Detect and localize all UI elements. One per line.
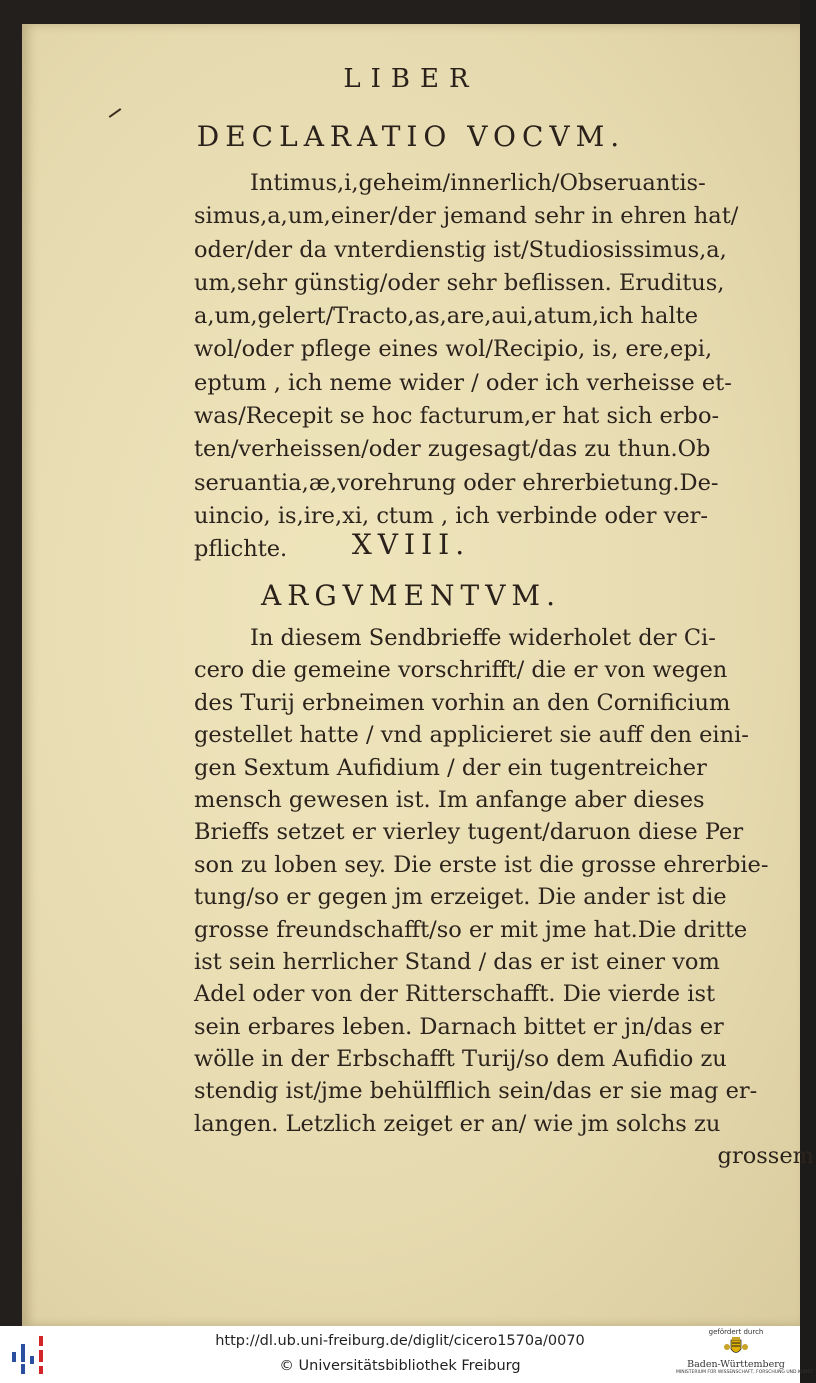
sponsor-caption: gefördert durch xyxy=(708,1328,764,1336)
text-line: mensch gewesen ist. Im anfange aber dieses xyxy=(194,786,705,813)
text-line: langen. Letzlich zeiget er an/ wie jm solchs zu xyxy=(194,1110,721,1137)
document-url-link[interactable]: http://dl.ub.uni-freiburg.de/diglit/cicero1570a/0070 xyxy=(215,1333,585,1349)
coat-of-arms-icon xyxy=(723,1337,749,1359)
text-line: Intimus,i,geheim/innerlich/Obseruantis- xyxy=(250,170,706,196)
section-title-argumentum: ARGVMENTVM. xyxy=(261,579,561,612)
section-title-declaratio: DECLARATIO VOCVM. xyxy=(196,120,626,153)
text-line: des Turij erbneimen vorhin an den Cornificium xyxy=(194,689,731,716)
text-line: tung/so er gegen jm erzeiget. Die ander ist die xyxy=(194,884,727,911)
paragraph-argumentum xyxy=(194,622,816,1173)
book-page xyxy=(22,24,814,1326)
running-head: LIBER xyxy=(343,64,479,94)
text-line: uincio, is,ire,xi, ctum , ich verbinde oder ver- xyxy=(194,502,708,529)
text-line: Adel oder von der Ritterschafft. Die vierde ist xyxy=(194,981,716,1008)
text-line: sein erbares leben. Darnach bittet er jn/das er xyxy=(194,1013,724,1040)
text-line: cero die gemeine vorschrifft/ die er von wegen xyxy=(194,657,728,684)
paragraph-declaratio xyxy=(194,167,794,567)
text-line: In diesem Sendbrieffe widerholet der Ci- xyxy=(250,625,716,651)
text-line: ist sein herrlicher Stand / das er ist einer vom xyxy=(194,948,720,975)
text-line: pflichte. xyxy=(194,536,288,563)
text-line: stendig ist/jme behülfflich sein/das er sie mag er- xyxy=(194,1078,758,1105)
text-line: ten/verheissen/oder zugesagt/das zu thun.Ob xyxy=(194,436,711,463)
text-line: Brieffs setzet er vierley tugent/daruon diese Per xyxy=(194,819,744,846)
text-line: gen Sextum Aufidium / der ein tugentreicher xyxy=(194,754,707,781)
margin-mark xyxy=(109,108,122,118)
section-number: XVIII. xyxy=(351,528,471,561)
sponsor-state: Baden-Württemberg xyxy=(687,1359,785,1370)
text-line: son zu loben sey. Die erste ist die grosse ehrerbie- xyxy=(194,851,769,878)
text-line: eptum , ich neme wider / oder ich verheisse et- xyxy=(194,369,732,396)
text-line: oder/der da vnterdienstig ist/Studiosissimus,a, xyxy=(194,236,727,263)
text-line: simus,a,um,einer/der jemand sehr in ehren hat/ xyxy=(194,203,739,230)
sponsor-ministry: MINISTERIUM FÜR WISSENSCHAFT, FORSCHUNG UND KUNST xyxy=(676,1370,813,1375)
viewer-footer xyxy=(0,1326,813,1383)
catchword: grossem xyxy=(717,1143,814,1170)
text-line: grosse freundschafft/so er mit jme hat.Die dritte xyxy=(194,916,748,943)
sponsor-badge xyxy=(676,1328,813,1382)
text-line: gestellet hatte / vnd applicieret sie auff den eini- xyxy=(194,722,749,749)
text-line: um,sehr günstig/oder sehr beflissen. Eruditus, xyxy=(194,269,725,296)
copyright-text: © Universitätsbibliothek Freiburg xyxy=(279,1358,521,1374)
text-line: seruantia,æ,vorehrung oder ehrerbietung.De- xyxy=(194,469,719,496)
text-line: wölle in der Erbschafft Turij/so dem Aufidio zu xyxy=(194,1046,727,1073)
text-line: wol/oder pflege eines wol/Recipio, is, ere,epi, xyxy=(194,336,713,363)
text-line: was/Recepit se hoc facturum,er hat sich erbo- xyxy=(194,403,720,430)
text-line: a,um,gelert/Tracto,as,are,aui,atum,ich halte xyxy=(194,303,699,330)
